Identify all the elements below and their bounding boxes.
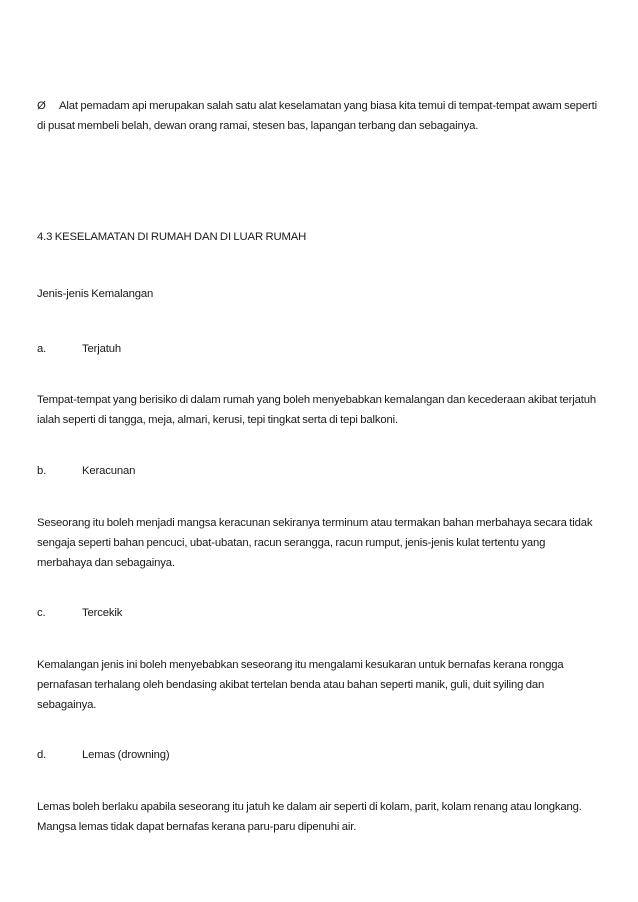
item-title-a: Terjatuh — [82, 343, 121, 355]
item-body-b — [37, 513, 612, 573]
item-body-c-line-3: sebagainya. — [37, 699, 97, 711]
bullet-symbol: Ø — [37, 100, 46, 112]
subheading-text: Jenis-jenis Kemalangan — [37, 288, 154, 300]
item-body-b-line-1: Seseorang itu boleh menjadi mangsa keracunan sekiranya terminum atau termakan bahan merbahaya secara tidak — [37, 517, 593, 529]
intro-text-1: Alat pemadam api merupakan salah satu alat keselamatan yang biasa kita temui di tempat-tempat awam seperti — [59, 100, 597, 112]
item-marker-b: b. — [37, 465, 47, 477]
item-body-b-line-2: sengaja seperti bahan pencuci, ubat-ubatan, racun serangga, racun rumput, jenis-jenis kulat tertentu yang — [37, 537, 546, 549]
intro-line-2: di pusat membeli belah, dewan orang ramai, stesen bas, lapangan terbang dan sebagainya. — [37, 120, 479, 132]
item-body-a-line-1: Tempat-tempat yang berisiko di dalam rumah yang boleh menyebabkan kemalangan dan kecederaan akibat terjatuh — [37, 394, 596, 406]
item-heading-a — [37, 339, 612, 359]
section-heading — [37, 227, 612, 247]
intro-paragraph — [37, 96, 612, 136]
item-title-b: Keracunan — [82, 465, 136, 477]
item-marker-d: d. — [37, 749, 47, 761]
intro-line-1 — [37, 96, 612, 116]
item-marker-c: c. — [37, 607, 46, 619]
item-body-a-line-2: ialah seperti di tangga, meja, almari, kerusi, tepi tingkat serta di tepi balkoni. — [37, 414, 398, 426]
item-body-d-line-2: Mangsa lemas tidak dapat bernafas kerana paru-paru dipenuhi air. — [37, 821, 357, 833]
item-heading-b — [37, 461, 612, 481]
item-body-d — [37, 797, 612, 837]
item-title-d: Lemas (drowning) — [82, 749, 170, 761]
item-heading-c — [37, 603, 612, 623]
item-title-c: Tercekik — [82, 607, 123, 619]
subheading — [37, 284, 612, 304]
item-body-d-line-1: Lemas boleh berlaku apabila seseorang itu jatuh ke dalam air seperti di kolam, parit, kolam renang atau longkang. — [37, 801, 582, 813]
item-heading-d — [37, 745, 612, 765]
section-heading-text: 4.3 KESELAMATAN DI RUMAH DAN DI LUAR RUMAH — [37, 231, 307, 243]
item-body-a — [37, 390, 612, 430]
item-body-c-line-1: Kemalangan jenis ini boleh menyebabkan seseorang itu mengalami kesukaran untuk bernafas kerana rongga — [37, 659, 564, 671]
item-body-c — [37, 655, 612, 715]
item-body-b-line-3: merbahaya dan sebagainya. — [37, 557, 175, 569]
item-marker-a: a. — [37, 343, 47, 355]
item-body-c-line-2: pernafasan terhalang oleh bendasing akibat tertelan benda atau bahan seperti manik, guli, duit syiling dan — [37, 679, 545, 691]
